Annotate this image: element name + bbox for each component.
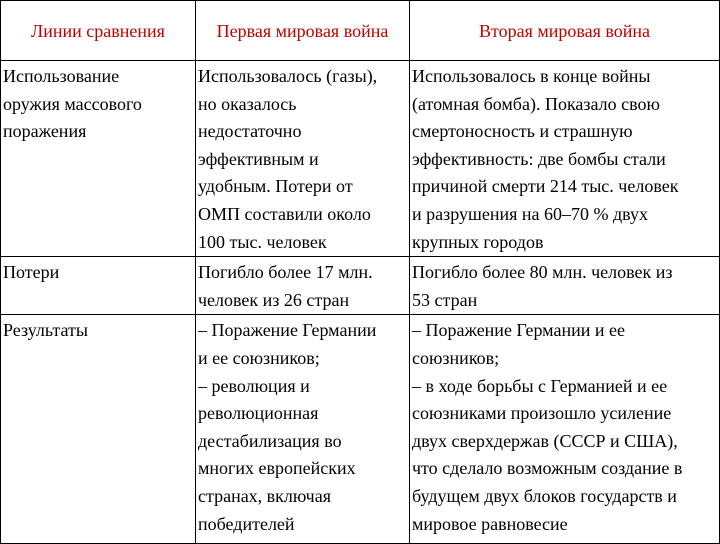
- table-row: [1, 315, 720, 544]
- ww1-losses-text: Погибло более 17 млн. человек из 26 стран: [198, 262, 373, 310]
- ww1-cell: [196, 257, 410, 315]
- row-topic-cell: [1, 315, 196, 544]
- ww2-cell: [410, 315, 720, 544]
- row-topic-cell: [1, 61, 196, 257]
- row-topic-cell: [1, 257, 196, 315]
- header-world-war-1: Первая мировая война: [196, 1, 410, 61]
- ww1-wmd-text: Использовалось (газы), но оказалось недостаточно эффективным и удобным. Потери от ОМП составили около 100 тыс. человек: [198, 66, 378, 252]
- ww1-results-text: – Поражение Германии и ее союзников; – революция и революционная дестабилизация во многих европейских странах, включая победителей: [198, 320, 377, 534]
- ww2-cell: [410, 257, 720, 315]
- ww2-results-text: – Поражение Германии и ее союзников; – в ходе борьбы с Германией и ее союзниками произошло усиление двух сверхдержав (СССР и США), что сделало возможным создание в будущем двух блоков государств и мировое равновесие: [412, 320, 683, 534]
- ww2-cell: [410, 61, 720, 257]
- row-topic-wmd: Использование оружия массового поражения: [3, 66, 142, 142]
- table-row: [1, 257, 720, 315]
- header-comparison-lines: Линии сравнения: [1, 1, 196, 61]
- ww1-cell: [196, 315, 410, 544]
- ww1-cell: [196, 61, 410, 257]
- table-row: [1, 61, 720, 257]
- header-world-war-2: Вторая мировая война: [410, 1, 720, 61]
- ww2-losses-text: Погибло более 80 млн. человек из 53 стран: [412, 262, 673, 310]
- row-topic-losses: Потери: [3, 262, 60, 283]
- table-header-row: [1, 1, 720, 61]
- row-topic-results: Результаты: [3, 320, 88, 341]
- ww2-wmd-text: Использовалось в конце войны (атомная бомба). Показало свою смертоносность и страшную эффективность: две бомбы стали причиной смерти 214 тыс. человек и разрушения на 60–70 % двух крупных городов: [412, 66, 679, 252]
